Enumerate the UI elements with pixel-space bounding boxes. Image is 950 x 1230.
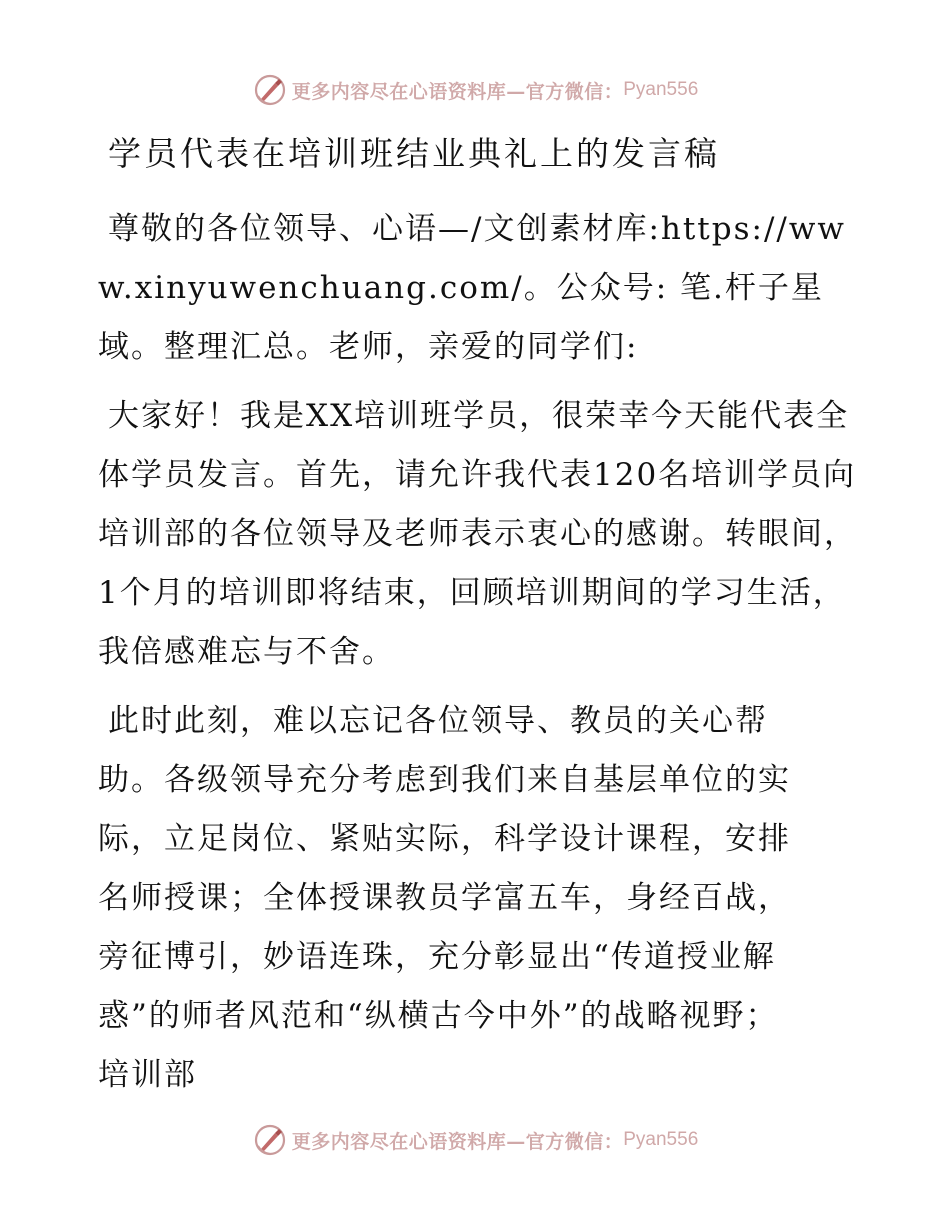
watermark-handle: Pyan556: [623, 1129, 699, 1150]
document-title: 学员代表在培训班结业典礼上的发言稿: [108, 134, 720, 173]
watermark-handle: Pyan556: [623, 79, 699, 100]
pen-circle-logo-icon: [252, 1122, 288, 1158]
watermark-text: 更多内容尽在心语资料库—官方微信：: [291, 1130, 624, 1153]
paragraph-gratitude: 此时此刻，难以忘记各位领导、教员的关心帮助。各级领导充分考虑到我们来自基层单位的实际，立足岗位、紧贴实际，科学设计课程，安排名师授课；全体授课教员学富五车，身经百战，旁征博引，妙语连珠，充分彰显出“传道授业解惑”的师者风范和“纵横古今中外”的战略视野；培训部: [98, 703, 791, 1093]
watermark-banner-bottom: [0, 1120, 950, 1160]
document-body: [98, 120, 858, 1105]
watermark-banner-top: [0, 70, 950, 110]
watermark-text: 更多内容尽在心语资料库—官方微信：: [291, 80, 624, 103]
paragraph-greeting: 尊敬的各位领导、心语—/文创素材库:https://www.xinyuwenchuang.com/。公众号: 笔.杆子星域。整理汇总。老师，亲爱的同学们:: [98, 211, 846, 365]
paragraph-introduction: 大家好！我是XX培训班学员，很荣幸今天能代表全体学员发言。首先，请允许我代表120名培训学员向培训部的各位领导及老师表示衷心的感谢。转眼间，1个月的培训即将结束，回顾培训期间的学习生活，我倍感难忘与不舍。: [98, 398, 857, 670]
pen-circle-logo-icon: [252, 72, 288, 108]
